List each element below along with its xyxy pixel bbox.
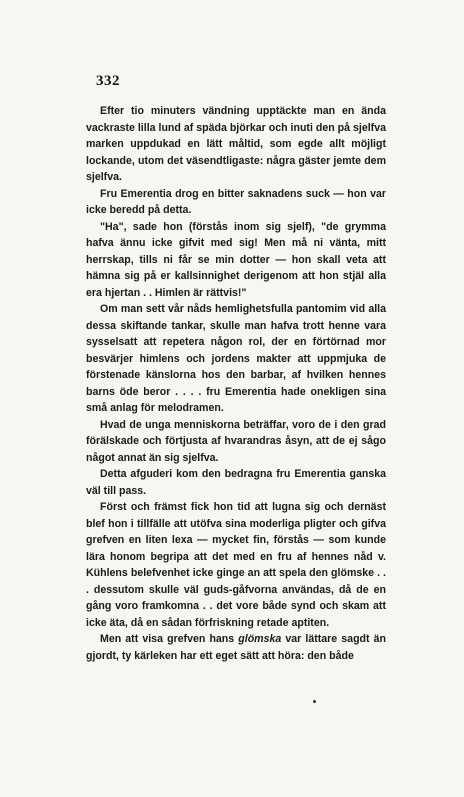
paragraph: [86, 417, 386, 467]
paragraph-text: Detta afguderi kom den bedragna fru Emerentia ganska väl till pass.: [86, 468, 386, 497]
paragraph-text: Efter tio minuters vändning upptäckte man en ända vackraste lilla lund af späda björkar och inuti den på sjelfva marken uppdukad en lätt måltid, som egde allt möjligt lockande, utom det väsendtligaste: några gäster jemte dem sjelfva.: [86, 105, 386, 183]
paragraph-text: "Ha", sade hon (förstås inom sig sjelf), "de grymma hafva ännu icke gifvit med sig! Men må ni vänta, mitt herrskap, tills ni får se min dotter — hon skall veta att hämna sig på er kallsinnighet derigenom att hon stjäl alla era hjertan . . Himlen är rättvis!": [86, 220, 386, 299]
paragraph-text: Om man sett vår nåds hemlighetsfulla pantomim vid alla dessa skiftande tankar, skulle man hafva trott henne vara sysselsatt att repetera någon rol, der en förtörnad mor besvärjer himlens och jordens makter att uppmjuka de förstenade känslorna hos den barbar, af hvilken hennes barns öde beror . . . . fru Emerentia hade onekligen sina små anlag för melodramen.: [86, 303, 386, 414]
paragraph: [86, 301, 386, 417]
paragraph-text: Hvad de unga menniskorna beträffar, voro de i den grad förälskade och förtjusta af hvarandras åsyn, att de ej sågo något annat än sig sjelfva.: [86, 418, 386, 464]
paragraph-text: Fru Emerentia drog en bitter saknadens suck — hon var icke beredd på detta.: [86, 187, 386, 216]
paragraph-text: Men att visa grefven hans: [100, 633, 239, 645]
paragraph-text: Först och främst fick hon tid att lugna sig och dernäst blef hon i tillfälle att utöfva sina moderliga pligter och gifva grefven en liten lexa — mycket fin, förstås — som kunde lära honom begripa att det med en fru af hennes nåd v. Kühlens belefvenhet icke ginge an att spela den glömske . . . dessutom skulle väl guds-gåfvorna användas, då de en gång voro framkomna . . det vore både synd och skam att icke äta, då en sådan förfriskning retade aptiten.: [86, 501, 386, 629]
paragraph: [86, 466, 386, 499]
paragraph-text: var lättare sagdt än gjordt, ty kärleken har ett eget sätt att höra: den både: [86, 633, 387, 662]
emphasized-text: glömska: [238, 633, 282, 645]
paragraph: [86, 219, 386, 302]
paragraph: [86, 631, 386, 664]
paragraph: [86, 186, 386, 219]
paragraph: [86, 499, 386, 631]
page-number: 332: [96, 73, 120, 89]
body-text: [86, 103, 386, 664]
print-speck: [313, 700, 316, 703]
paragraph: [86, 103, 386, 186]
